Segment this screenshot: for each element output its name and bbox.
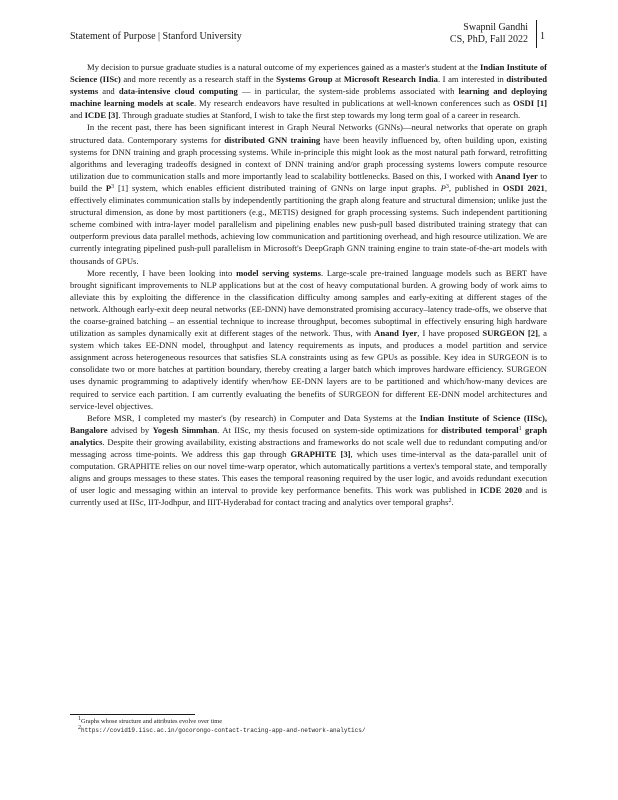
bold-text: distributed systems <box>70 74 548 97</box>
footnote-divider <box>70 714 195 715</box>
bold-text: graph analytics <box>70 424 547 447</box>
text: . My research endeavors have resulted in publications at well-known conferences such as <box>193 98 514 109</box>
text: Before MSR, I completed my master's (by research) in Computer and Data Systems at the <box>87 412 420 423</box>
text: In the recent past, there has been significant interest in Graph Neural Networks (GNNs)—neural networks that operate on graph structured data. Contemporary systems for <box>70 122 547 145</box>
bold-text: OSDI [1] <box>513 98 548 109</box>
header-author-name: Swapnil Gandhi <box>463 22 528 33</box>
paragraph-gnn-training <box>70 121 547 266</box>
paragraph-motivation <box>70 61 547 121</box>
superscript: 3 <box>445 183 449 190</box>
bold-text: OSDI 2021 <box>502 182 545 193</box>
bold-text: Anand Iyer <box>374 328 418 339</box>
text: advised by <box>107 424 153 435</box>
bold-text: distributed GNN training <box>224 134 321 145</box>
bold-text: model serving systems <box>236 267 321 278</box>
text: and <box>70 110 85 121</box>
footnote-1 <box>78 717 548 726</box>
text: have been heavily influenced by, often building upon, existing systems for DNN training and graph processing systems. While in-principle this might look as the most natural path forward, retrofitting algorithms and leveraging tradeoffs designed in context of DNN training and/or graph processing systems lowers compute resource utilization due to communication stalls and more importantly lead to scalability bottlenecks. Based on this, I worked with <box>70 134 547 181</box>
bold-text: P <box>105 182 112 193</box>
text: . Despite their growing availability, existing abstractions and frameworks do not scale well due to redundant computing and/or messaging across time-points. We address this gap through <box>70 436 547 459</box>
footnote-marker: 2 <box>448 498 452 505</box>
text: at <box>332 74 344 85</box>
footnote-link[interactable]: https://covid19.iisc.ac.in/gocorongo-contact-tracing-app-and-network-analytics/ <box>81 727 366 734</box>
text: and is currently used at IISc, IIT-Jodhpur, and IIIT-Hyderabad for contact tracing and analytics over temporal graphs <box>70 485 548 508</box>
text: . At IISc, my thesis focused on system-side optimizations for <box>217 424 442 435</box>
italic-text: P <box>440 182 446 193</box>
footnotes <box>78 717 548 735</box>
bold-text: Yogesh Simmhan <box>152 424 218 435</box>
text: and more recently as a research staff in the <box>120 74 277 85</box>
bold-text: ICDE [3] <box>84 110 119 121</box>
statement-body <box>70 61 547 508</box>
paragraph-model-serving <box>70 267 547 412</box>
text: [1] system, which enables efficient distributed training of GNNs on large input graphs. <box>114 182 441 193</box>
bold-text: SURGEON [2] <box>482 328 538 339</box>
header-document-title: Statement of Purpose | Stanford University <box>70 31 242 42</box>
footnote-number: 2 <box>78 725 81 731</box>
text: , published in <box>448 182 503 193</box>
text: . <box>451 497 454 508</box>
bold-text: distributed temporal <box>441 424 519 435</box>
text: , which uses time-interval as the data-parallel unit of computation. GRAPHITE relies on our novel time-warp operator, which automatically partitions a vertex's temporal state, and temporally aligns and groups messages to these states. This eases the temporal reasoning required by the user logic, and avoids redundant execution of user logic and messaging within an interval to provide key performance benefits. This work was published in <box>70 449 547 496</box>
text: . Through graduate studies at Stanford, I wish to take the first step towards my long term goal of a career in research. <box>118 110 521 121</box>
bold-text: ICDE 2020 <box>479 485 522 496</box>
footnote-2 <box>78 726 548 735</box>
bold-text: Systems Group <box>276 74 333 85</box>
text: , a system which takes EE-DNN model, throughput and latency requirements as inputs, and produces a model partition and service assignment across heterogeneous resources that satisfies SLA constraints using as few GPUs as possible. Key idea in SURGEON is to consolidate two or more batches at partition boundary, thereby creating a larger batch which improves hardware efficiency. SURGEON uses dynamic programming to adaptively identify when/how EE-DNN layers are to be partitioned and which/how-many devices are required to service each partition. I am currently evaluating the benefits of SURGEON for different EE-DNN model architectures and service-level objectives. <box>70 328 547 411</box>
text: and <box>98 86 119 97</box>
bold-text: Microsoft Research India <box>343 74 438 85</box>
bold-text: Indian Institute of Science (IISc) <box>70 62 548 85</box>
text: My decision to pursue graduate studies is a natural outcome of my experiences gained as a master's student at the <box>87 62 480 72</box>
bold-text: GRAPHITE [3] <box>290 449 351 459</box>
text: , I have proposed <box>417 328 483 339</box>
text: — in particular, the system-side problems associated with <box>237 86 459 97</box>
bold-text: Indian Institute of Science (IISc), Bangalore <box>70 412 547 435</box>
footnote-marker: 1 <box>518 425 522 432</box>
text: More recently, I have been looking into <box>87 267 237 278</box>
text: . I am interested in <box>437 74 507 85</box>
text: . Large-scale pre-trained language models such as BERT have brought significant improvements to NLP applications but at the cost of heavy computational burden. A growing body of work aims to alleviate this by exploiting the difference in the classification difficulty among samples and early-exiting at different stages of the network. Although early-exit deep neural networks (EE-DNN) have demonstrated promising accuracy–latency trade-offs, we observe that the coarse-grained batching – an essential technique to increase throughput, becomes suboptimal in effectively ensuring high hardware utilization as samples dynamically exit at different stages of the network. Thus, with <box>70 267 547 339</box>
page-number: 1 <box>540 31 545 42</box>
bold-text: Anand Iyer <box>495 170 538 181</box>
header-program: CS, PhD, Fall 2022 <box>449 34 528 45</box>
bold-text: learning and deploying machine learning models at scale <box>70 86 547 109</box>
paragraph-masters-research <box>70 412 547 509</box>
text: to build the <box>70 170 547 193</box>
superscript: 3 <box>111 183 115 190</box>
header-divider <box>536 20 537 48</box>
bold-text: data-intensive cloud computing <box>118 86 238 97</box>
text: , effectively eliminates communication stalls by independently partitioning the graph along feature and structural dimension; unlike just the structural dimension, as done by most partitioners (e.g., METIS) designed for graph processing systems. Such independent partitioning scheme combined with intra-layer model parallelism and pipelining enables new push-pull based distributed training strategy that can outperform previous data parallel methods, achieving low communication and partitioning overhead, and high resource utilization. We are currently integrating pipelined push-pull parallelism in Microsoft's DeepGraph GNN training engine to train state-of-the-art models with thousands of GPUs. <box>70 182 547 266</box>
footnote-number: 1 <box>78 716 81 722</box>
header-author-block <box>450 22 528 46</box>
footnote-text: Graphs whose structure and attributes evolve over time <box>81 718 223 725</box>
